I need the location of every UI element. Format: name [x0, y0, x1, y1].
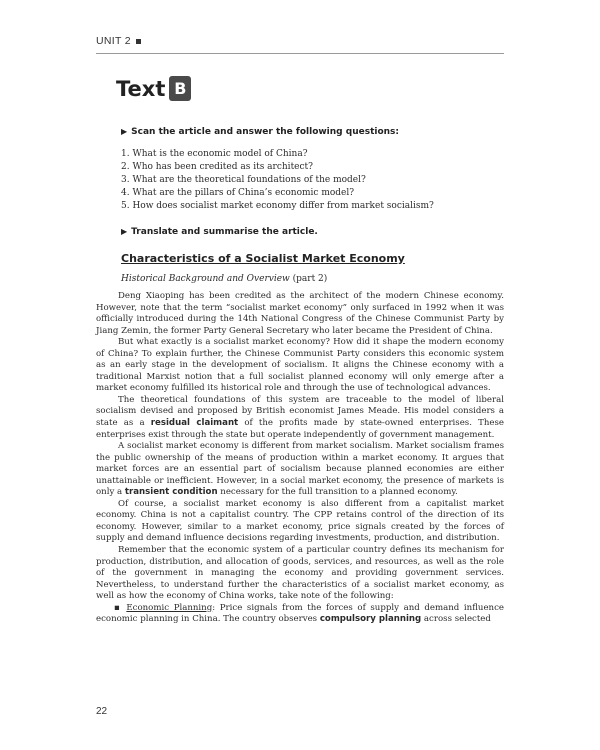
key-term: transient condition — [124, 487, 218, 498]
unit-label: UNIT 2 — [96, 35, 131, 47]
translate-instruction — [121, 227, 318, 237]
key-term: compulsory planning — [319, 614, 422, 625]
subtitle-italic: Historical Background and Overview — [121, 274, 290, 284]
heading-letter-badge: B — [169, 76, 191, 101]
triangle-bullet-icon: ▶ — [121, 227, 128, 236]
question-list — [121, 148, 434, 213]
triangle-bullet-icon: ▶ — [121, 127, 128, 136]
paragraph-text: across selected — [421, 614, 491, 625]
article-subtitle — [121, 274, 327, 284]
paragraph-text: of the profits made by state-owned enterprises. These enterprises exist through the state but operate independently of government management. — [96, 418, 504, 440]
heading-text: Text — [116, 76, 166, 101]
section-heading — [116, 76, 191, 101]
key-term: residual claimant — [150, 418, 239, 429]
paragraph: Deng Xiaoping has been credited as the architect of the modern Chinese economy. However, note that the term “socialist market economy” only surfaced in 1992 when it was officially introduced during the 14th National Congress of the Chinese Communist Party by Jiang Zemin, the former Party General Secretary who later became the President of China. — [96, 291, 504, 336]
list-item: 2. Who has been credited as its architect? — [121, 162, 313, 172]
scan-instruction — [121, 127, 399, 137]
list-item: 5. How does socialist market economy differ from market socialism? — [121, 201, 434, 211]
paragraph-text: The theoretical foundations of this system are traceable to the model of liberal socialism devised and proposed by British economist James Meade. His model considers a state as a — [96, 394, 504, 429]
header-divider — [96, 53, 504, 54]
list-item: 1. What is the economic model of China? — [121, 149, 308, 159]
paragraph-text: A socialist market economy is different from market socialism. Market socialism frames the public ownership of the means of production within a market economy. It argues that market forces are an essential part of socialism because planned economies are either unattainable or inefficient. However, in a social market economy, the presence of markets is only a — [96, 441, 504, 498]
paragraph-text: necessary for the full transition to a planned economy. — [217, 487, 458, 498]
bullet-item — [96, 603, 504, 626]
paragraph — [96, 395, 504, 441]
subtitle-part: (part 2) — [292, 274, 328, 284]
list-item: 3. What are the theoretical foundations of the model? — [121, 175, 366, 185]
article-body — [96, 291, 504, 626]
square-bullet-icon — [136, 39, 141, 44]
scan-instruction-text: Scan the article and answer the following questions: — [131, 127, 399, 137]
unit-header — [96, 35, 141, 47]
page-number: 22 — [96, 706, 108, 717]
article-title: Characteristics of a Socialist Market Economy — [121, 252, 405, 265]
bullet-icon: ▪ — [114, 602, 122, 613]
translate-instruction-text: Translate and summarise the article. — [131, 227, 318, 237]
paragraph — [96, 441, 504, 499]
bullet-label: Economic Planning — [126, 602, 213, 613]
list-item: 4. What are the pillars of China’s economic model? — [121, 188, 355, 198]
paragraph-text: : Price signals from the forces of supply and demand influence economic planning in China. The country observes — [96, 602, 504, 625]
paragraph: But what exactly is a socialist market economy? How did it shape the modern economy of China? To explain further, the Chinese Communist Party considers this economic system as an early stage in the development of socialism. It aligns the Chinese economy with a traditional Marxist notion that a full socialist planned economy will only emerge after a market economy fulfilled its historical role and through the use of technological advances. — [96, 337, 504, 394]
paragraph: Of course, a socialist market economy is also different from a capitalist market economy. China is not a capitalist country. The CPP retains control of the direction of its economy. However, similar to a market economy, price signals created by the forces of supply and demand influence decisions regarding investments, production, and distribution. — [96, 498, 504, 544]
paragraph: Remember that the economic system of a particular country defines its mechanism for production, distribution, and allocation of goods, services, and resources, as well as the role of the government in managing the economy and providing government services. Nevertheless, to understand further the characteristics of a socialist market economy, as well as how the economy of China works, take note of the following: — [96, 545, 504, 602]
